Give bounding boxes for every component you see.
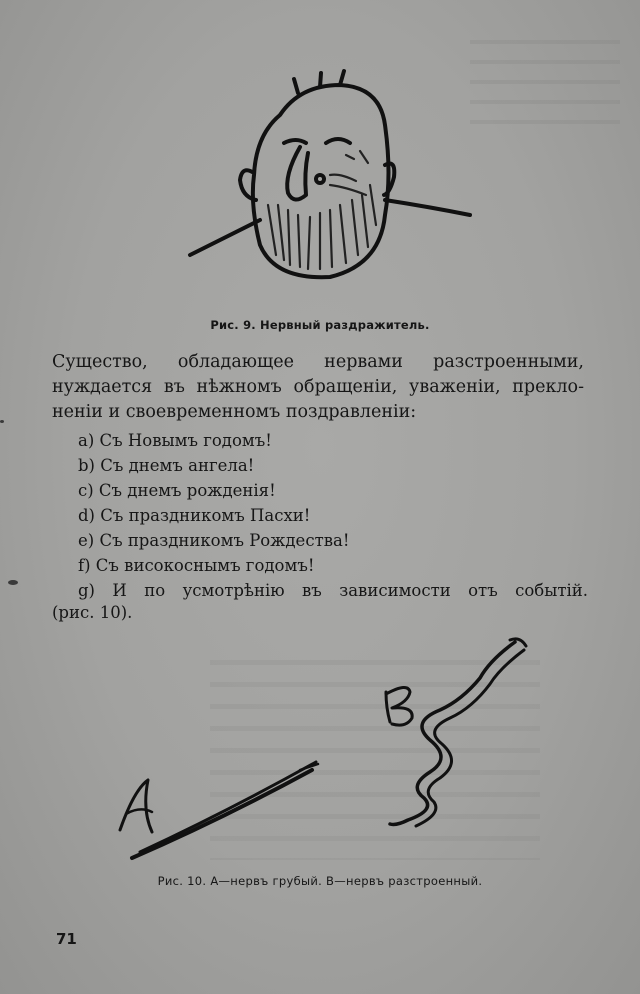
label-a-text: А: [128, 813, 130, 815]
list-item: c) Съ днемъ рожденія!: [78, 481, 276, 500]
figure-9-illustration: [180, 55, 480, 295]
figure-10-caption: Рис. 10. А—нервъ грубый. В—нервъ разстроенный.: [157, 874, 483, 888]
bleed-through-text: [470, 40, 620, 140]
ink-fleck: [0, 420, 4, 423]
list-item: а) Съ Новымъ годомъ!: [78, 431, 272, 450]
list-item: d) Съ праздникомъ Пасхи!: [78, 506, 311, 525]
paragraph-line: неніи и своевременномъ поздравленіи:: [52, 402, 417, 422]
paragraph-line: нуждается въ нѣжномъ обращеніи, уваженіи, прекло-: [52, 377, 584, 397]
paragraph-line: Существо, обладающее нервами разстроенными,: [52, 352, 584, 372]
list-item: g) И по усмотрѣнію въ зависимости отъ событій.: [78, 581, 588, 600]
label-a-glyph: [120, 780, 152, 832]
page-number: 71: [56, 930, 77, 948]
list-item: f) Съ високоснымъ годомъ!: [78, 556, 315, 575]
label-b-glyph: [386, 687, 412, 725]
list-item: e) Съ праздникомъ Рождества!: [78, 531, 350, 550]
label-b-text: В: [390, 709, 392, 711]
figure-9-caption: Рис. 9. Нервный раздражитель.: [210, 318, 430, 332]
figure-10-illustration: [90, 630, 570, 870]
list-tail: (рис. 10).: [52, 603, 133, 622]
ink-fleck: [8, 580, 18, 585]
list-item: b) Съ днемъ ангела!: [78, 456, 255, 475]
greetings-list: [78, 428, 588, 603]
